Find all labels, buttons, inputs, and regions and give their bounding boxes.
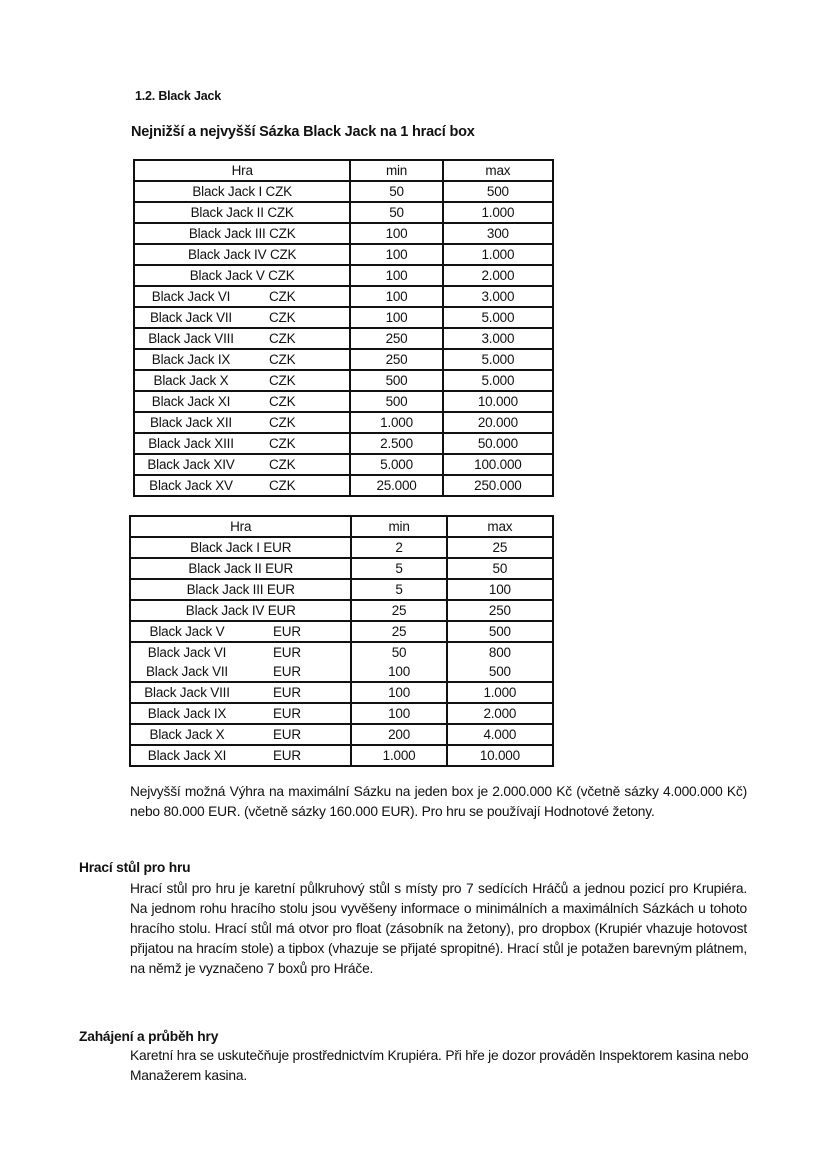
max-bet-cell: 4.000: [447, 724, 553, 745]
min-bet-cell: 25: [351, 621, 446, 642]
currency-code: CZK: [269, 457, 296, 472]
game-name: Black Jack V: [149, 624, 225, 639]
currency-code: EUR: [273, 624, 301, 639]
game-cell: [130, 642, 351, 662]
currency-code: CZK: [269, 331, 296, 346]
max-bet-cell: 1.000: [447, 682, 553, 703]
table-row: [130, 600, 553, 621]
currency-code: CZK: [269, 373, 296, 388]
currency-code: CZK: [269, 436, 296, 451]
game-cell: [134, 433, 350, 454]
table-row: [130, 537, 553, 558]
game-name: Black Jack XIV: [147, 457, 235, 472]
max-bet-cell: 50.000: [443, 433, 553, 454]
min-bet-cell: 100: [351, 662, 446, 682]
currency-code: EUR: [273, 664, 301, 679]
table-row: [130, 621, 553, 642]
table-header-row: [130, 516, 553, 537]
min-bet-cell: 50: [351, 642, 446, 662]
table-row: [130, 724, 553, 745]
game-cell: Black Jack III CZK: [134, 223, 350, 244]
table-row: [130, 579, 553, 600]
currency-code: CZK: [269, 415, 296, 430]
table-row: [130, 642, 553, 662]
min-bet-cell: 100: [350, 286, 442, 307]
table-row: [134, 202, 553, 223]
max-bet-cell: 250: [447, 600, 553, 621]
game-cell: [134, 370, 350, 391]
currency-code: CZK: [269, 310, 296, 325]
table-row: [134, 328, 553, 349]
min-bet-cell: 5.000: [350, 454, 442, 475]
section-heading: 1.2. Black Jack: [135, 89, 221, 103]
min-bet-cell: 100: [351, 703, 446, 724]
game-name: Black Jack X: [149, 727, 225, 742]
game-cell: [130, 621, 351, 642]
max-bet-cell: 5.000: [443, 349, 553, 370]
max-bet-cell: 500: [447, 662, 553, 682]
game-name: Black Jack VII: [146, 664, 228, 679]
max-bet-cell: 1.000: [443, 202, 553, 223]
game-name: Black Jack VI: [147, 645, 227, 660]
min-bet-cell: 100: [350, 223, 442, 244]
currency-code: EUR: [273, 727, 301, 742]
min-bet-cell: 1.000: [351, 745, 446, 766]
game-cell: [134, 454, 350, 475]
column-header: Hra: [130, 516, 351, 537]
game-name: Black Jack VIII: [148, 331, 234, 346]
game-cell: [134, 286, 350, 307]
game-cell: Black Jack IV EUR: [130, 600, 351, 621]
game-name: Black Jack XII: [150, 415, 232, 430]
max-bet-cell: 3.000: [443, 328, 553, 349]
game-cell: Black Jack II CZK: [134, 202, 350, 223]
table-row: [130, 662, 553, 682]
eur-limits-table: [129, 515, 554, 767]
currency-code: CZK: [269, 352, 296, 367]
max-bet-cell: 500: [443, 181, 553, 202]
game-name: Black Jack VI: [151, 289, 231, 304]
table-row: [134, 286, 553, 307]
min-bet-cell: 5: [351, 579, 446, 600]
table-row: [134, 244, 553, 265]
game-cell: Black Jack II EUR: [130, 558, 351, 579]
max-bet-cell: 10.000: [447, 745, 553, 766]
game-cell: Black Jack III EUR: [130, 579, 351, 600]
max-bet-cell: 10.000: [443, 391, 553, 412]
max-bet-cell: 1.000: [443, 244, 553, 265]
min-bet-cell: 50: [350, 181, 442, 202]
table-row: [134, 412, 553, 433]
min-bet-cell: 1.000: [350, 412, 442, 433]
column-header: max: [447, 516, 553, 537]
min-bet-cell: 200: [351, 724, 446, 745]
max-win-paragraph: Nejvyšší možná Výhra na maximální Sázku na jeden box je 2.000.000 Kč (včetně sázky 4.000.000 Kč) nebo 80.000 EUR. (včetně sázky 160.000 EUR). Pro hru se používají Hodnotové žetony.: [130, 784, 747, 819]
czk-limits-table: [133, 159, 554, 497]
min-bet-cell: 500: [350, 391, 442, 412]
max-bet-cell: 100: [447, 579, 553, 600]
min-bet-cell: 2: [351, 537, 446, 558]
game-start-heading: Zahájení a průběh hry: [79, 1029, 219, 1044]
min-bet-cell: 250: [350, 349, 442, 370]
table-row: [130, 703, 553, 724]
game-name: Black Jack VIII: [144, 685, 230, 700]
game-cell: Black Jack I CZK: [134, 181, 350, 202]
max-bet-cell: 2.000: [447, 703, 553, 724]
table-row: [134, 307, 553, 328]
table-row: [134, 181, 553, 202]
game-cell: Black Jack IV CZK: [134, 244, 350, 265]
min-bet-cell: 500: [350, 370, 442, 391]
max-bet-cell: 800: [447, 642, 553, 662]
column-header: Hra: [134, 160, 350, 181]
table-row: [134, 370, 553, 391]
max-bet-cell: 5.000: [443, 370, 553, 391]
min-bet-cell: 250: [350, 328, 442, 349]
table-row: [134, 349, 553, 370]
game-name: Black Jack IX: [147, 706, 227, 721]
game-cell: [134, 328, 350, 349]
table-row: [134, 391, 553, 412]
currency-code: EUR: [273, 748, 301, 763]
gaming-table-heading: Hrací stůl pro hru: [79, 860, 191, 875]
game-cell: [130, 662, 351, 682]
currency-code: EUR: [273, 685, 301, 700]
max-bet-cell: 20.000: [443, 412, 553, 433]
game-name: Black Jack XI: [151, 394, 231, 409]
gaming-table-paragraph: Hrací stůl pro hru je karetní půlkruhový stůl s místy pro 7 sedících Hráčů a jednou pozicí pro Krupiéra. Na jednom rohu hracího stolu jsou vyvěšeny informace o minimálních a maximálních Sázkách u tohoto hracího stolu. Hrací stůl má otvor pro float (zásobník na žetony), pro dropbox (Krupiér vhazuje hotovost přijatou na hracím stole) a tipbox (vhazuje se přijaté spropitné). Hrací stůl je potažen barevným plátnem, na němž je vyznačeno 7 boxů pro Hráče.: [130, 881, 747, 976]
game-cell: [134, 307, 350, 328]
currency-code: CZK: [269, 478, 296, 493]
table-row: [130, 745, 553, 766]
game-cell: [134, 412, 350, 433]
table-header-row: [134, 160, 553, 181]
min-bet-cell: 25: [351, 600, 446, 621]
game-name: Black Jack XV: [149, 478, 233, 493]
currency-code: CZK: [269, 289, 296, 304]
table-row: [134, 223, 553, 244]
min-bet-cell: 5: [351, 558, 446, 579]
game-cell: [130, 724, 351, 745]
game-cell: [130, 682, 351, 703]
game-cell: Black Jack I EUR: [130, 537, 351, 558]
currency-code: EUR: [273, 645, 301, 660]
table-row: [134, 475, 553, 496]
max-bet-cell: 5.000: [443, 307, 553, 328]
currency-code: EUR: [273, 706, 301, 721]
min-bet-cell: 100: [351, 682, 446, 703]
min-bet-cell: 100: [350, 265, 442, 286]
game-name: Black Jack X: [153, 373, 229, 388]
min-bet-cell: 25.000: [350, 475, 442, 496]
game-start-paragraph: Karetní hra se uskutečňuje prostřednictvím Krupiéra. Při hře je dozor prováděn Inspektorem kasina nebo Manažerem kasina.: [130, 1048, 749, 1083]
game-name: Black Jack IX: [151, 352, 231, 367]
game-name: Black Jack VII: [150, 310, 232, 325]
game-name: Black Jack XI: [147, 748, 227, 763]
game-cell: [130, 745, 351, 766]
max-bet-cell: 25: [447, 537, 553, 558]
table-row: [134, 454, 553, 475]
column-header: max: [443, 160, 553, 181]
min-bet-cell: 50: [350, 202, 442, 223]
max-bet-cell: 250.000: [443, 475, 553, 496]
min-bet-cell: 100: [350, 244, 442, 265]
max-bet-cell: 2.000: [443, 265, 553, 286]
table-subtitle: Nejnižší a nejvyšší Sázka Black Jack na 1 hrací box: [131, 124, 475, 140]
game-cell: Black Jack V CZK: [134, 265, 350, 286]
min-bet-cell: 100: [350, 307, 442, 328]
table-row: [134, 265, 553, 286]
max-bet-cell: 100.000: [443, 454, 553, 475]
currency-code: CZK: [269, 394, 296, 409]
column-header: min: [350, 160, 442, 181]
game-name: Black Jack XIII: [148, 436, 234, 451]
max-bet-cell: 50: [447, 558, 553, 579]
game-cell: [130, 703, 351, 724]
max-bet-cell: 300: [443, 223, 553, 244]
min-bet-cell: 2.500: [350, 433, 442, 454]
max-bet-cell: 3.000: [443, 286, 553, 307]
game-cell: [134, 475, 350, 496]
column-header: min: [351, 516, 446, 537]
max-bet-cell: 500: [447, 621, 553, 642]
table-row: [130, 558, 553, 579]
table-row: [130, 682, 553, 703]
table-row: [134, 433, 553, 454]
game-cell: [134, 391, 350, 412]
game-cell: [134, 349, 350, 370]
